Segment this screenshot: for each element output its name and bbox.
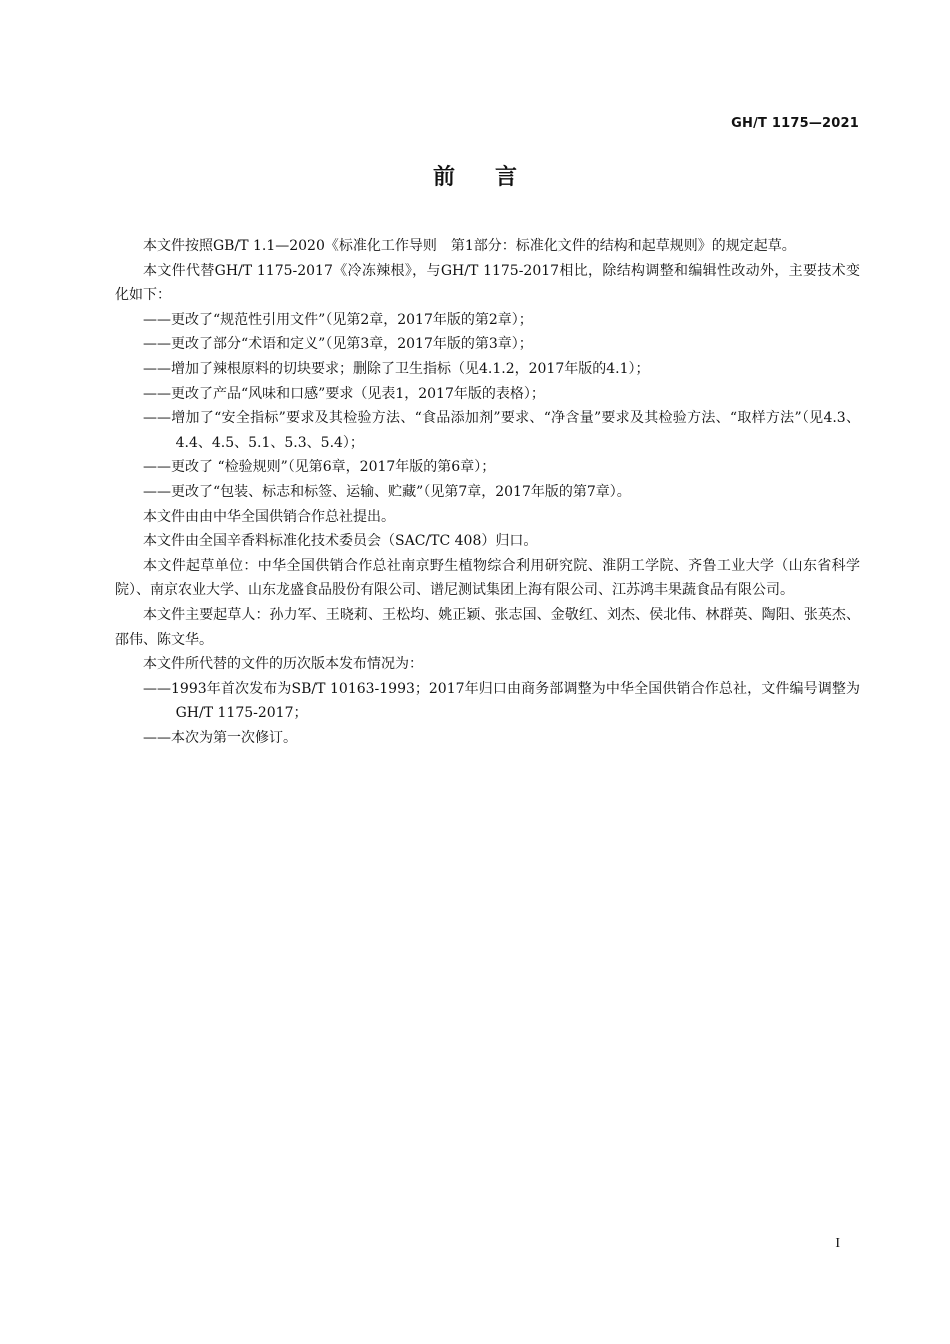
paragraph-drafters: 本文件主要起草人：孙力军、王晓莉、王松均、姚正颖、张志国、金敬红、刘杰、侯北伟、林群英、陶阳、张英杰、邵伟、陈文华。	[115, 606, 860, 648]
change-item-inspection-rules: ——更改了 “检验规则”（见第6章，2017年版的第6章）；	[143, 459, 496, 476]
change-item-packaging: ——更改了“包装、标志和标签、运输、贮藏”（见第7章，2017年版的第7章）。	[143, 483, 631, 500]
change-item-normative-references: ——更改了“规范性引用文件”（见第2章，2017年版的第2章）；	[143, 311, 533, 328]
body-text	[115, 234, 860, 750]
history-item-first-revision: ——本次为第一次修订。	[143, 729, 297, 746]
page-number: I	[835, 1236, 840, 1251]
change-item-terms-definitions: ——更改了部分“术语和定义”（见第3章，2017年版的第3章）；	[143, 336, 533, 353]
change-item-safety-indicators: ——增加了“安全指标”要求及其检验方法、“食品添加剂”要求、“净含量”要求及其检验方法、“取样方法”（见4.3、4.4、4.5、5.1、5.3、5.4）；	[143, 410, 860, 451]
page-title: 前言	[432, 165, 557, 190]
history-item-first-release: ——1993年首次发布为SB/T 10163-1993；2017年归口由商务部调整为中华全国供销合作总社，文件编号调整为GH/T 1175-2017；	[143, 680, 860, 722]
paragraph-drafting-rules: 本文件按照GB/T 1.1—2020《标准化工作导则 第1部分：标准化文件的结构和起草规则》的规定起草。	[143, 238, 796, 254]
paragraph-version-history: 本文件所代替的文件的历次版本发布情况为：	[143, 656, 423, 673]
paragraph-replaces: 本文件代替GH/T 1175-2017《冷冻辣根》，与GH/T 1175-2017相比，除结构调整和编辑性改动外，主要技术变化如下：	[115, 262, 860, 304]
change-item-cutting-requirement: ——增加了辣根原料的切块要求；删除了卫生指标（见4.1.2，2017年版的4.1）；	[143, 360, 650, 377]
document-code: GH/T 1175—2021	[731, 116, 859, 131]
change-item-flavor-taste: ——更改了产品“风味和口感”要求（见表1，2017年版的表格）；	[143, 385, 545, 402]
paragraph-drafting-units: 本文件起草单位：中华全国供销合作总社南京野生植物综合利用研究院、淮阴工学院、齐鲁工业大学（山东省科学院）、南京农业大学、山东龙盛食品股份有限公司、谱尼测试集团上海有限公司、江苏鸿丰果蔬食品有限公司。	[115, 557, 860, 599]
paragraph-proposed-by: 本文件由由中华全国供销合作总社提出。	[143, 508, 395, 525]
paragraph-under-jurisdiction: 本文件由全国辛香料标准化技术委员会（SAC/TC 408）归口。	[143, 533, 538, 550]
